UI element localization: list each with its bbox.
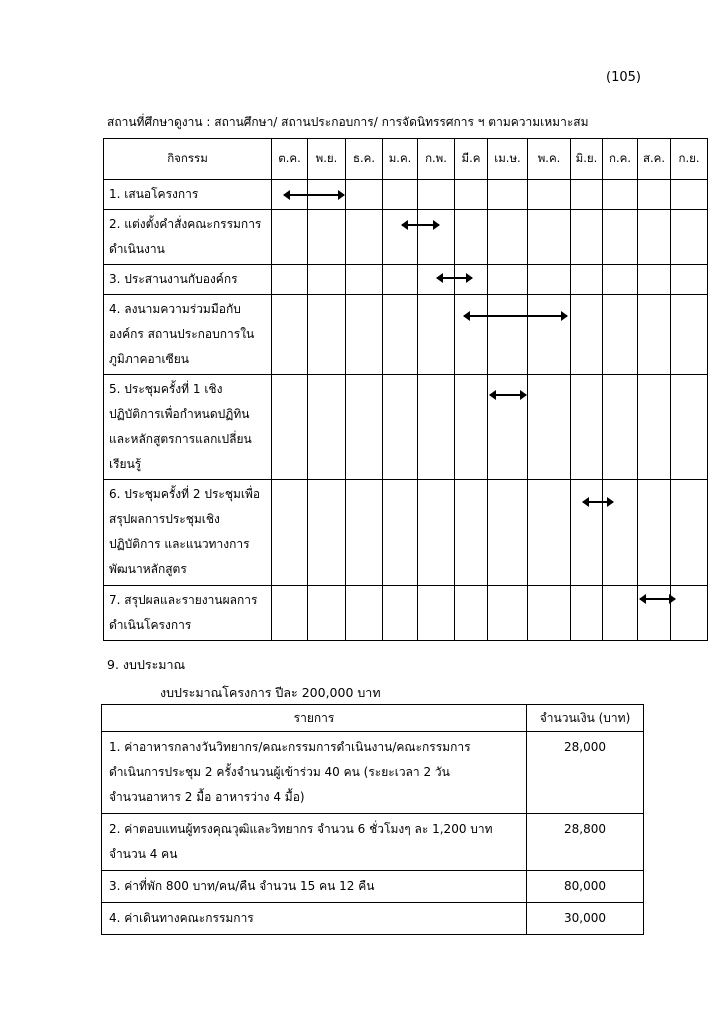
activity-label bbox=[104, 375, 272, 480]
budget-item bbox=[102, 871, 527, 903]
month-header: พ.ค. bbox=[528, 139, 571, 180]
timeline-arrow bbox=[490, 394, 526, 396]
activity-line: ภูมิภาคอาเซียน bbox=[109, 352, 189, 366]
month-header: ต.ค. bbox=[272, 139, 308, 180]
activity-line: ปฏิบัติการเพื่อกำหนดปฏิทิน bbox=[109, 407, 250, 421]
budget-item bbox=[102, 814, 527, 871]
month-header: ธ.ค. bbox=[346, 139, 383, 180]
activity-line: เรียนรู้ bbox=[109, 457, 142, 471]
budget-item-line: 3. ค่าที่พัก 800 บาท/คน/คืน จำนวน 15 คน 12 คืน bbox=[109, 879, 375, 893]
budget-header-row bbox=[102, 705, 644, 732]
activity-line: 3. ประสานงานกับองค์กร bbox=[109, 272, 238, 286]
activity-line: องค์กร สถานประกอบการใน bbox=[109, 327, 255, 341]
budget-row bbox=[102, 903, 644, 935]
budget-item-line: จำนวน 4 คน bbox=[109, 847, 178, 861]
schedule-header-row bbox=[104, 139, 708, 180]
month-header: เม.ษ. bbox=[488, 139, 528, 180]
budget-amount: 28,800 bbox=[527, 814, 644, 871]
activity-row bbox=[104, 265, 708, 295]
month-header: ม.ค. bbox=[383, 139, 418, 180]
activity-label bbox=[104, 586, 272, 641]
budget-item-line: ดำเนินการประชุม 2 ครั้งจำนวนผู้เข้าร่วม 40 คน (ระยะเวลา 2 วัน bbox=[109, 765, 450, 779]
activity-line: 1. เสนอโครงการ bbox=[109, 187, 199, 201]
activity-label bbox=[104, 265, 272, 295]
budget-item-line: 1. ค่าอาหารกลางวันวิทยากร/คณะกรรมการดำเนินงาน/คณะกรรมการ bbox=[109, 740, 471, 754]
budget-item-line: 4. ค่าเดินทางคณะกรรมการ bbox=[109, 911, 254, 925]
activity-row bbox=[104, 180, 708, 210]
activity-label bbox=[104, 210, 272, 265]
month-header: ก.ค. bbox=[603, 139, 638, 180]
activity-line: 6. ประชุมครั้งที่ 2 ประชุมเพื่อ bbox=[109, 487, 261, 501]
budget-table bbox=[101, 704, 644, 935]
budget-row bbox=[102, 871, 644, 903]
activity-line: และหลักสูตรการแลกเปลี่ยน bbox=[109, 432, 252, 446]
activity-line: 4. ลงนามความร่วมมือกับ bbox=[109, 302, 241, 316]
budget-amount: 30,000 bbox=[527, 903, 644, 935]
activity-line: สรุปผลการประชุมเชิง bbox=[109, 512, 220, 526]
month-header: มิ.ย. bbox=[571, 139, 603, 180]
month-header: ก.ย. bbox=[671, 139, 708, 180]
budget-amount: 28,000 bbox=[527, 732, 644, 814]
budget-row bbox=[102, 732, 644, 814]
activity-line: ดำเนินงาน bbox=[109, 242, 165, 256]
activity-line: พัฒนาหลักสูตร bbox=[109, 562, 187, 576]
budget-subheading: งบประมาณโครงการ ปีละ 200,000 บาท bbox=[160, 685, 381, 700]
schedule-table bbox=[103, 138, 708, 641]
activity-row bbox=[104, 295, 708, 375]
venue-line: สถานที่ศึกษาดูงาน : สถานศึกษา/ สถานประกอบการ/ การจัดนิทรรศการ ฯ ตามความเหมาะสม bbox=[107, 115, 589, 129]
amount-column-header: จำนวนเงิน (บาท) bbox=[527, 705, 644, 732]
activity-line: 7. สรุปผลและรายงานผลการ bbox=[109, 593, 258, 607]
activity-row bbox=[104, 210, 708, 265]
item-column-header: รายการ bbox=[102, 705, 527, 732]
activity-label bbox=[104, 480, 272, 586]
activity-line: 5. ประชุมครั้งที่ 1 เชิง bbox=[109, 382, 223, 396]
budget-item bbox=[102, 732, 527, 814]
activity-column-header: กิจกรรม bbox=[104, 139, 272, 180]
budget-item-line: จำนวนอาหาร 2 มื้อ อาหารว่าง 4 มื้อ) bbox=[109, 790, 305, 804]
activity-row bbox=[104, 586, 708, 641]
activity-label bbox=[104, 180, 272, 210]
page-number: (105) bbox=[606, 70, 641, 85]
budget-item bbox=[102, 903, 527, 935]
activity-label bbox=[104, 295, 272, 375]
activity-row bbox=[104, 480, 708, 586]
budget-item-line: 2. ค่าตอบแทนผู้ทรงคุณวุฒิและวิทยากร จำนวน 6 ชั่วโมงๆ ละ 1,200 บาท bbox=[109, 822, 493, 836]
budget-amount: 80,000 bbox=[527, 871, 644, 903]
month-header: พ.ย. bbox=[308, 139, 346, 180]
activity-line: 2. แต่งตั้งคำสั่งคณะกรรมการ bbox=[109, 217, 262, 231]
budget-row bbox=[102, 814, 644, 871]
month-header: มี.ค bbox=[455, 139, 488, 180]
activity-line: ปฏิบัติการ และแนวทางการ bbox=[109, 537, 250, 551]
month-header: ก.พ. bbox=[418, 139, 455, 180]
activity-row bbox=[104, 375, 708, 480]
activity-line: ดำเนินโครงการ bbox=[109, 618, 192, 632]
budget-heading: 9. งบประมาณ bbox=[107, 657, 186, 672]
month-header: ส.ค. bbox=[638, 139, 671, 180]
